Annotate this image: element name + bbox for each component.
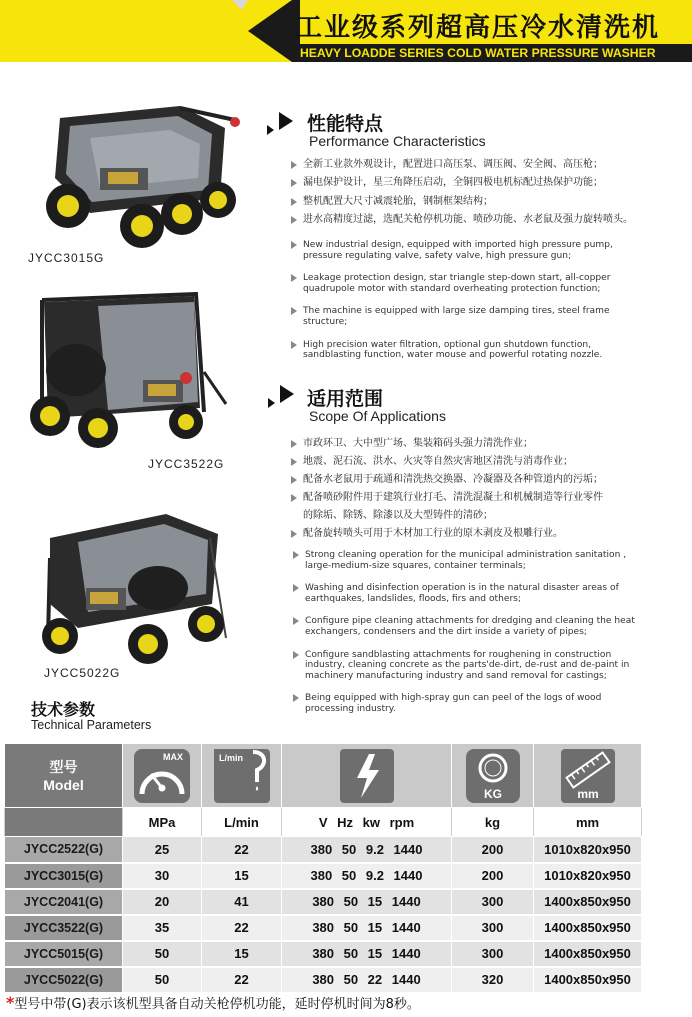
spec-table xyxy=(4,743,642,994)
pressure-cell: 50 xyxy=(123,941,202,967)
svg-text:MAX: MAX xyxy=(163,751,183,762)
header-title-en: HEAVY LOADDE SERIES COLD WATER PRESSURE WASHER xyxy=(300,46,656,60)
list-item: 全新工业款外观设计，配置进口高压泵、调压阀、安全阀、高压枪； xyxy=(291,156,687,174)
bullet-icon xyxy=(291,216,297,224)
list-item: Washing and disinfection operation is in the natural disaster areas of earthquakes, landslides, floods, firs and others; xyxy=(293,583,653,604)
flow-cell: 15 xyxy=(202,941,282,967)
model-cell: JYCC2522(G) xyxy=(5,837,123,863)
product-caption: JYCC5022G xyxy=(44,666,121,680)
unit-cell: kg xyxy=(452,808,534,837)
footnote xyxy=(6,993,420,1012)
weight-cell: 200 xyxy=(452,837,534,863)
size-cell: 1010x820x950 xyxy=(534,837,642,863)
table-row xyxy=(5,941,642,967)
technical-title-en: Technical Parameters xyxy=(31,718,152,732)
size-cell: 1400x850x950 xyxy=(534,941,642,967)
product-caption: JYCC3522G xyxy=(148,457,225,471)
scope-title-en: Scope Of Applications xyxy=(309,408,446,424)
flow-header xyxy=(202,744,282,808)
list-item: 漏电保护设计，星三角降压启动，全铜四极电机标配过热保护功能； xyxy=(291,174,687,192)
table-row xyxy=(5,889,642,915)
list-item-continuation: 的除垢、除锈、除漆以及大型铸件的清砂； xyxy=(303,510,493,521)
header-arrow-wedge xyxy=(248,0,292,62)
bullet-icon xyxy=(291,494,297,502)
list-item: 配备水老鼠用于疏通和清洗热交换器、冷凝器及各种管道内的污垢； xyxy=(291,471,687,489)
model-cell: JYCC3522(G) xyxy=(5,915,123,941)
bullet-icon xyxy=(293,551,299,559)
list-item: New industrial design, equipped with imported high pressure pump, pressure regulating valve, safety valve, high pressure gun; xyxy=(291,240,651,261)
list-item: Strong cleaning operation for the municipal administration sanitation , large-medium-size squares, container terminals; xyxy=(293,550,653,571)
footnote-text: 型号中带(G)表示该机型具备自动关枪停机功能，延时停机时间为8秒。 xyxy=(14,997,420,1012)
performance-list-cn xyxy=(291,156,687,229)
weight-cell: 300 xyxy=(452,889,534,915)
water-tap-icon xyxy=(213,748,271,804)
list-item: Being equipped with high-spray gun can peel of the logs of wood processing industry. xyxy=(293,693,653,714)
list-item: Leakage protection design, star triangle step-down start, all-copper quadrupole motor with standard overheating protection function; xyxy=(291,273,651,294)
weight-header xyxy=(452,744,534,808)
bullet-icon xyxy=(291,274,297,282)
size-cell: 1400x850x950 xyxy=(534,889,642,915)
table-units-row xyxy=(5,808,642,837)
svg-text:mm: mm xyxy=(576,786,599,801)
performance-list-en xyxy=(291,240,651,373)
power-cell: 380 50 9.2 1440 xyxy=(282,837,452,863)
units-model-cell xyxy=(5,808,123,837)
pressure-gauge-icon xyxy=(133,748,191,804)
size-cell: 1010x820x950 xyxy=(534,863,642,889)
section-arrow-small-icon xyxy=(268,398,275,408)
weight-cell: 300 xyxy=(452,941,534,967)
bullet-icon xyxy=(293,584,299,592)
unit-cell: MPa xyxy=(123,808,202,837)
bullet-icon xyxy=(291,440,297,448)
model-cell: JYCC3015(G) xyxy=(5,863,123,889)
table-header-row xyxy=(5,744,642,808)
list-item: Configure sandblasting attachments for roughening in construction industry, cleaning concrete as the parts'de-dirt, de-rust and de-paint in machinery manufacturing industry and sand removal for castings; xyxy=(293,650,653,682)
model-cell: JYCC5022(G) xyxy=(5,967,123,993)
flow-cell: 22 xyxy=(202,967,282,993)
ruler-icon xyxy=(560,748,616,804)
product-image-jycc3015g xyxy=(30,98,245,248)
list-item: 配备喷砂附件用于建筑行业打毛、清洗混凝土和机械制造等行业零件 xyxy=(291,489,687,507)
weight-cell: 200 xyxy=(452,863,534,889)
bullet-icon xyxy=(291,476,297,484)
svg-text:KG: KG xyxy=(483,786,502,801)
list-item: 地震、泥石流、洪水、火灾等自然灾害地区清洗与消毒作业； xyxy=(291,453,687,471)
bullet-icon xyxy=(291,198,297,206)
unit-cell: V Hz kw rpm xyxy=(282,808,452,837)
flow-cell: 15 xyxy=(202,863,282,889)
flow-cell: 22 xyxy=(202,915,282,941)
list-item: 整机配置大尺寸减震轮胎，钢制框架结构； xyxy=(291,193,687,211)
scope-title-cn: 适用范围 xyxy=(307,388,384,410)
performance-title-en: Performance Characteristics xyxy=(309,133,486,149)
bullet-icon xyxy=(291,307,297,315)
size-header xyxy=(534,744,642,808)
performance-title-cn: 性能特点 xyxy=(307,113,384,135)
technical-title-cn: 技术参数 xyxy=(31,700,96,719)
svg-text:L/min: L/min xyxy=(218,752,243,763)
list-item: High precision water filtration, optional gun shutdown function, sandblasting function, water mouse and powerful rotating nozzle. xyxy=(291,340,651,361)
bullet-icon xyxy=(293,651,299,659)
header-title-cn: 工业级系列超高压冷水清洗机 xyxy=(296,13,661,43)
pressure-header xyxy=(123,744,202,808)
pressure-cell: 50 xyxy=(123,967,202,993)
table-row xyxy=(5,863,642,889)
weight-icon xyxy=(465,748,521,804)
bullet-icon xyxy=(291,161,297,169)
power-cell: 380 50 22 1440 xyxy=(282,967,452,993)
section-arrow-icon xyxy=(280,385,294,403)
size-cell: 1400x850x950 xyxy=(534,967,642,993)
bullet-icon xyxy=(293,694,299,702)
pressure-cell: 20 xyxy=(123,889,202,915)
flow-cell: 41 xyxy=(202,889,282,915)
section-arrow-icon xyxy=(279,112,293,130)
power-cell: 380 50 15 1440 xyxy=(282,915,452,941)
product-caption: JYCC3015G xyxy=(28,251,105,265)
product-image-jycc3522g xyxy=(28,292,228,450)
product-image-jycc5022g xyxy=(38,508,228,666)
power-cell: 380 50 15 1440 xyxy=(282,889,452,915)
bullet-icon xyxy=(291,530,297,538)
footnote-star: * xyxy=(6,993,15,1012)
list-item: Configure pipe cleaning attachments for dredging and cleaning the heat exchangers, condensers and the dirt inside a variety of pipes; xyxy=(293,616,653,637)
table-row xyxy=(5,915,642,941)
weight-cell: 300 xyxy=(452,915,534,941)
section-arrow-small-icon xyxy=(267,125,274,135)
unit-cell: L/min xyxy=(202,808,282,837)
pressure-cell: 30 xyxy=(123,863,202,889)
power-header xyxy=(282,744,452,808)
model-header: 型号 Model xyxy=(5,744,123,808)
bullet-icon xyxy=(291,241,297,249)
list-item: 进水高精度过滤，选配关枪停机功能、喷砂功能、水老鼠及强力旋转喷头。 xyxy=(291,211,687,229)
pressure-cell: 25 xyxy=(123,837,202,863)
lightning-icon xyxy=(339,748,395,804)
list-item: The machine is equipped with large size damping tires, steel frame structure; xyxy=(291,306,651,327)
scope-list-cn xyxy=(291,435,687,543)
list-item: 配备旋转喷头可用于木材加工行业的原木剥皮及根雕行业。 xyxy=(291,525,687,543)
weight-cell: 320 xyxy=(452,967,534,993)
model-cell: JYCC2041(G) xyxy=(5,889,123,915)
bullet-icon xyxy=(291,458,297,466)
table-row xyxy=(5,967,642,993)
flow-cell: 22 xyxy=(202,837,282,863)
list-item: 市政环卫、大中型广场、集装箱码头强力清洗作业； xyxy=(291,435,687,453)
table-row xyxy=(5,837,642,863)
scope-list-en xyxy=(293,550,653,727)
model-cell: JYCC5015(G) xyxy=(5,941,123,967)
bullet-icon xyxy=(291,341,297,349)
unit-cell: mm xyxy=(534,808,642,837)
bullet-icon xyxy=(293,617,299,625)
size-cell: 1400x850x950 xyxy=(534,915,642,941)
power-cell: 380 50 15 1440 xyxy=(282,941,452,967)
bullet-icon xyxy=(291,179,297,187)
power-cell: 380 50 9.2 1440 xyxy=(282,863,452,889)
pressure-cell: 35 xyxy=(123,915,202,941)
